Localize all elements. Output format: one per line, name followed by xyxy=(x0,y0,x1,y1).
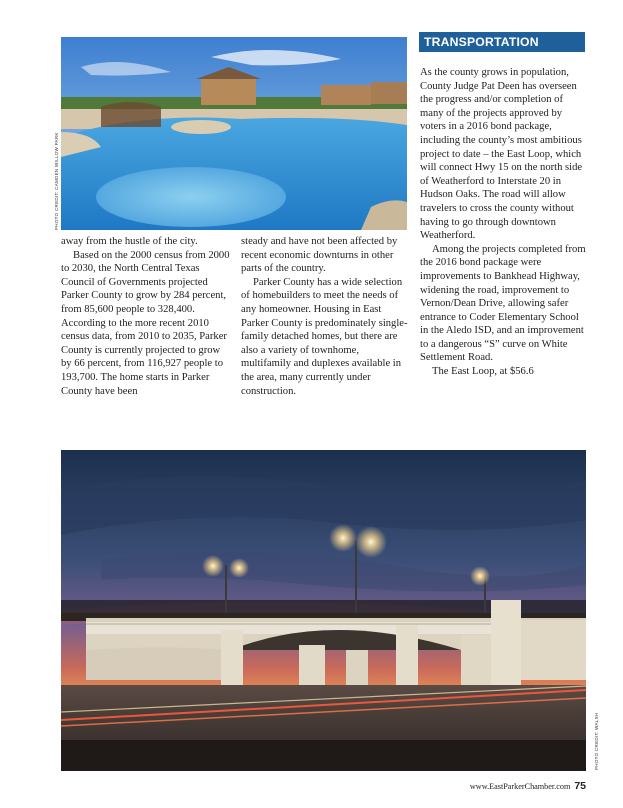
col3-paragraph: As the county grows in population, County Judge Pat Deen has overseen the progress and/or completion of many of the projects approved by voters in a 2016 bond package, including the county’s most ambitious project to date – the East Loop, which will connect Hwy 15 on the north side of Weatherford to Interstate 20 in Hudson Oaks. The road will allow travelers to cross the county without having to go through downtown Weatherford. xyxy=(420,67,583,242)
col2-paragraph: steady and have not been affected by recent economic downturns in other parts of the country. xyxy=(241,236,398,275)
col1-paragraph: away from the hustle of the city. xyxy=(61,236,198,247)
section-title: TRANSPORTATION xyxy=(424,35,539,49)
article-column-2 xyxy=(241,235,409,398)
page-number: 75 xyxy=(574,780,586,792)
bridge-photo xyxy=(61,450,586,771)
article-column-3 xyxy=(420,66,588,379)
col2-paragraph: Parker County has a wide selection of homebuilders to meet the needs of any homeowner. Housing in East Parker County is predominately single-family detached homes, but there are also a variety of townhome, multifamily and duplexes available in the area, many currently under construction. xyxy=(241,276,408,397)
page-footer xyxy=(470,780,586,792)
col1-paragraph: Based on the 2000 census from 2000 to 2030, the North Central Texas Council of Governments projected Parker County to grow by 284 percent, from 85,600 people to 328,400. According to the more recent 2010 census data, from 2010 to 2035, Parker County is currently projected to grow by 66 percent, from 116,927 people to 193,700. The home starts in Parker County have been xyxy=(61,249,230,397)
pool-photo xyxy=(61,37,407,230)
footer-url: www.EastParkerChamber.com xyxy=(469,782,571,791)
col3-paragraph: The East Loop, at $56.6 xyxy=(432,366,534,378)
pool-photo-credit: PHOTO CREDIT: CAMDEN WILLOW PARK xyxy=(54,132,59,230)
article-column-1 xyxy=(61,235,233,398)
bridge-photo-credit: PHOTO CREDIT: WALSH xyxy=(594,712,599,770)
section-header xyxy=(419,32,585,52)
col3-paragraph: Among the projects completed from the 2016 bond package were improvements to Bankhead Highway, widening the road, improvement to Vernon/Dean Drive, allowing safer entrance to Coder Elementary School in the Aledo ISD, and an improvement to a dangerous “S” curve on White Settlement Road. xyxy=(420,243,586,364)
